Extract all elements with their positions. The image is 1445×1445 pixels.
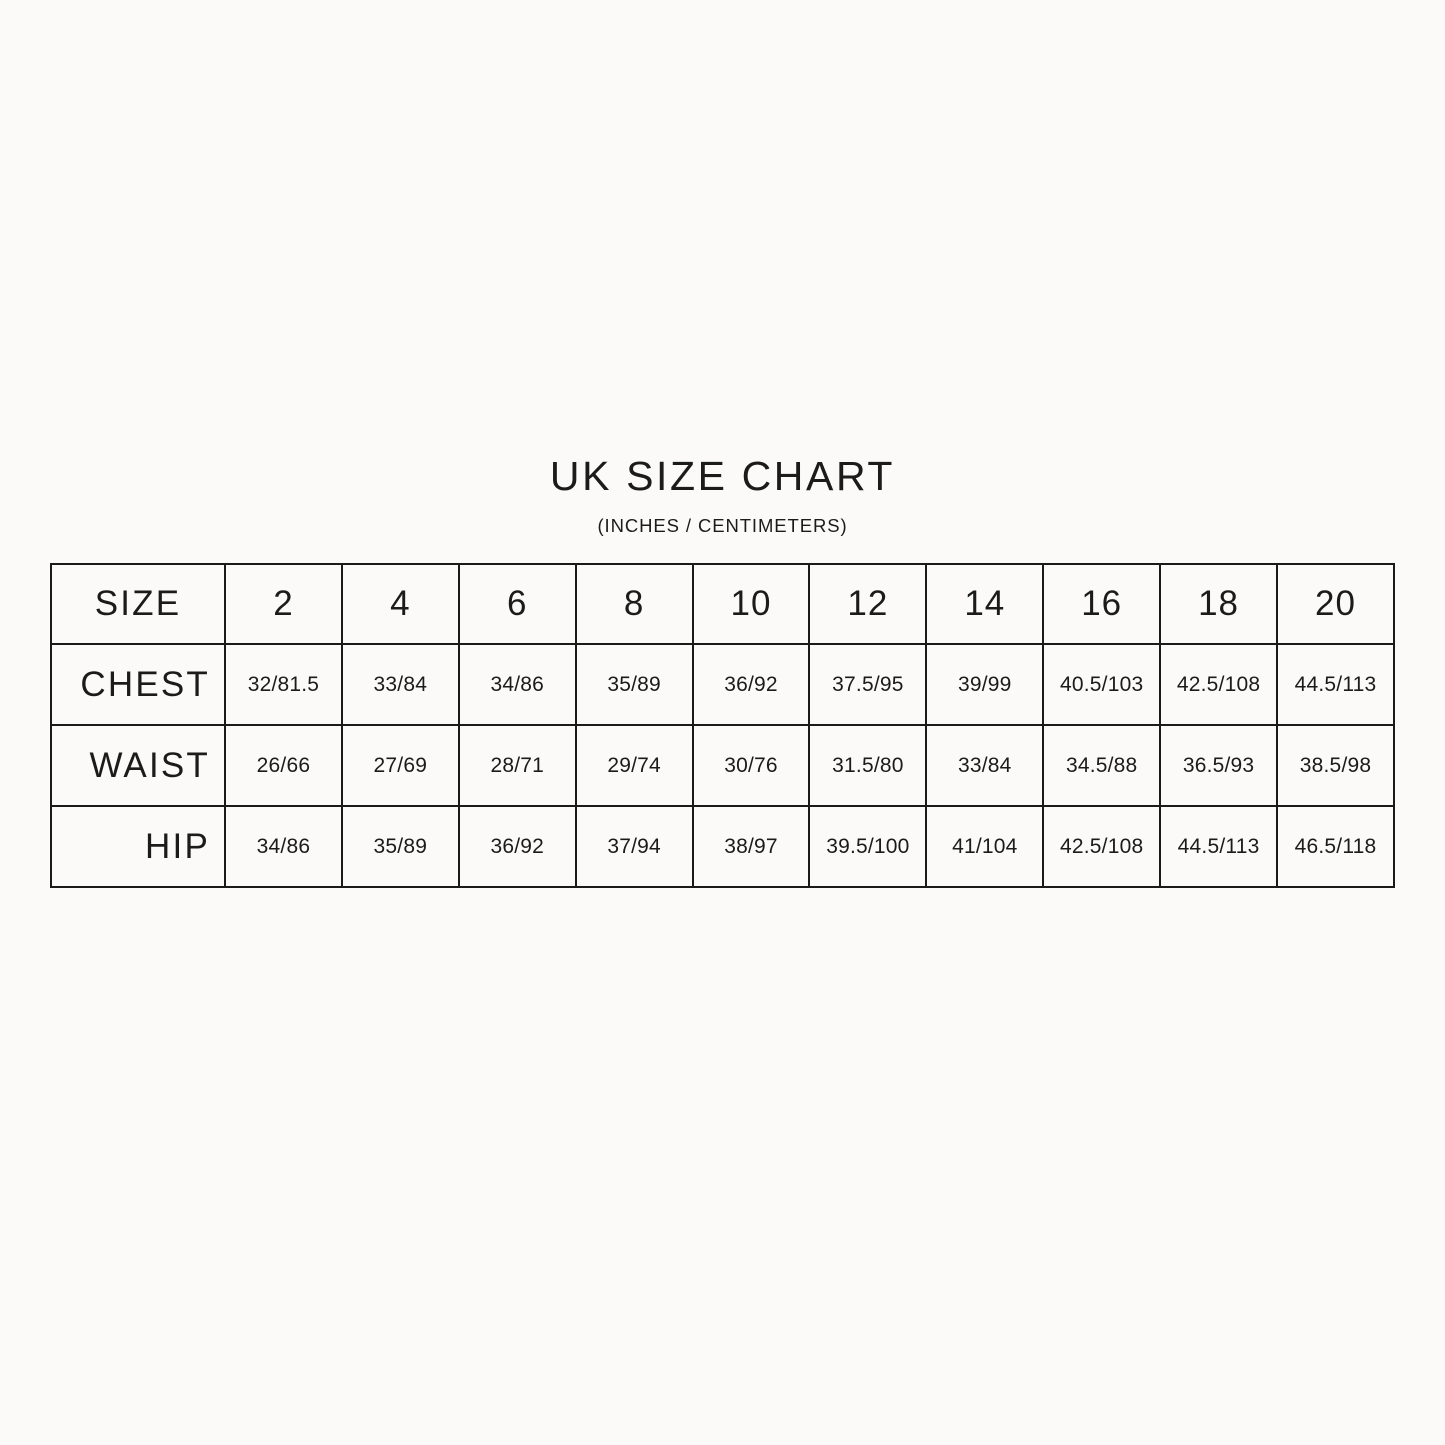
size-table-container xyxy=(50,563,1395,888)
title-block xyxy=(0,452,1445,537)
measurement-cell: 30/76 xyxy=(693,725,810,806)
size-column-header: 16 xyxy=(1043,564,1160,644)
row-label-hip: HIP xyxy=(51,806,225,887)
measurement-cell: 33/84 xyxy=(926,725,1043,806)
page-title: UK SIZE CHART xyxy=(549,453,896,499)
measurement-cell: 28/71 xyxy=(459,725,576,806)
measurement-cell: 44.5/113 xyxy=(1160,806,1277,887)
measurement-cell: 46.5/118 xyxy=(1277,806,1394,887)
measurement-cell: 32/81.5 xyxy=(225,644,342,725)
measurement-cell: 34/86 xyxy=(459,644,576,725)
size-column-header: 18 xyxy=(1160,564,1277,644)
measurement-cell: 39/99 xyxy=(926,644,1043,725)
measurement-cell: 40.5/103 xyxy=(1043,644,1160,725)
measurement-cell: 33/84 xyxy=(342,644,459,725)
size-table xyxy=(50,563,1395,888)
size-column-header: 12 xyxy=(809,564,926,644)
table-row xyxy=(51,644,1394,725)
measurement-cell: 31.5/80 xyxy=(809,725,926,806)
measurement-cell: 39.5/100 xyxy=(809,806,926,887)
header-corner-label: SIZE xyxy=(51,564,225,644)
measurement-cell: 38.5/98 xyxy=(1277,725,1394,806)
measurement-cell: 37.5/95 xyxy=(809,644,926,725)
measurement-cell: 34.5/88 xyxy=(1043,725,1160,806)
measurement-cell: 29/74 xyxy=(576,725,693,806)
measurement-cell: 35/89 xyxy=(576,644,693,725)
measurement-cell: 41/104 xyxy=(926,806,1043,887)
size-column-header: 6 xyxy=(459,564,576,644)
measurement-cell: 35/89 xyxy=(342,806,459,887)
measurement-cell: 37/94 xyxy=(576,806,693,887)
table-header-row xyxy=(51,564,1394,644)
measurement-cell: 38/97 xyxy=(693,806,810,887)
size-column-header: 8 xyxy=(576,564,693,644)
measurement-cell: 34/86 xyxy=(225,806,342,887)
measurement-cell: 42.5/108 xyxy=(1160,644,1277,725)
row-label-waist: WAIST xyxy=(51,725,225,806)
measurement-cell: 36/92 xyxy=(459,806,576,887)
size-column-header: 14 xyxy=(926,564,1043,644)
size-column-header: 20 xyxy=(1277,564,1394,644)
measurement-cell: 36/92 xyxy=(693,644,810,725)
table-row xyxy=(51,806,1394,887)
measurement-cell: 42.5/108 xyxy=(1043,806,1160,887)
size-column-header: 10 xyxy=(693,564,810,644)
size-column-header: 2 xyxy=(225,564,342,644)
measurement-cell: 26/66 xyxy=(225,725,342,806)
row-label-chest: CHEST xyxy=(51,644,225,725)
measurement-cell: 27/69 xyxy=(342,725,459,806)
size-column-header: 4 xyxy=(342,564,459,644)
table-row xyxy=(51,725,1394,806)
measurement-cell: 36.5/93 xyxy=(1160,725,1277,806)
measurement-cell: 44.5/113 xyxy=(1277,644,1394,725)
page-subtitle: (INCHES / CENTIMETERS) xyxy=(597,515,848,537)
